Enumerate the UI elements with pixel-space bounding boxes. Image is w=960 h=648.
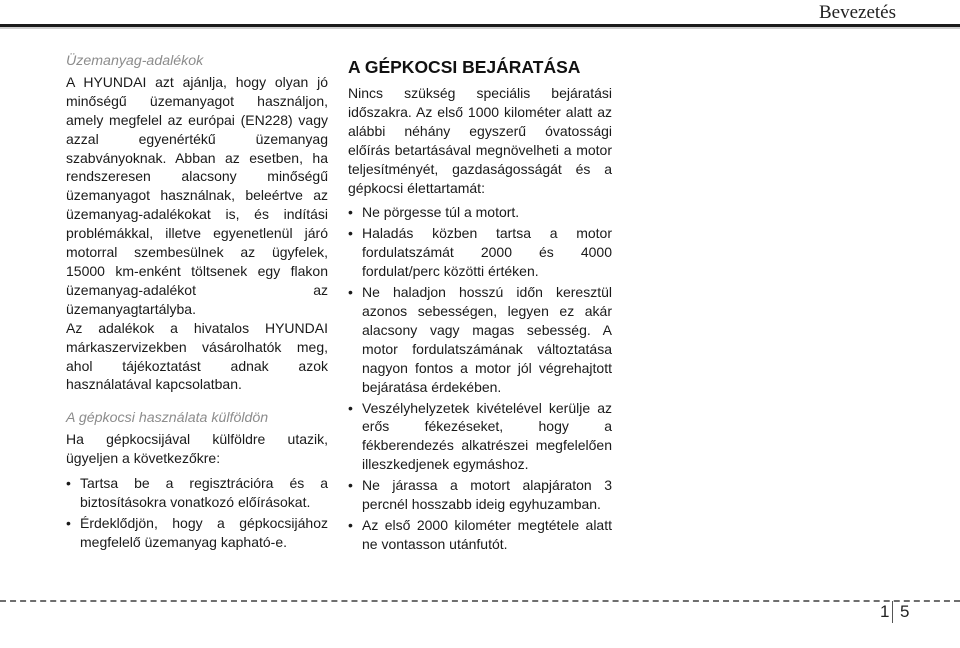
break-in-intro: Nincs szükség speciális bejáratási időszakra. Az első 1000 kilométer alatt az alábbi néhány egyszerű óvatossági előírás betartásával megnövelheti a motor teljesítményét, gazdaságosságát és a gépkocsi élettartamát: [348, 85, 612, 196]
list-item-text: Érdeklődjön, hogy a gépkocsijához megfelelő üzemanyag kapható-e. [80, 514, 328, 550]
abroad-heading: A gépkocsi használata külföldön [66, 410, 269, 427]
bullet-icon: • [66, 475, 71, 492]
page-number: 5 [900, 602, 910, 621]
left-column [66, 52, 328, 554]
list-item [348, 516, 612, 554]
list-item [348, 203, 612, 222]
chapter-title: Bevezetés [818, 2, 896, 23]
list-item [348, 476, 612, 514]
bullet-icon: • [348, 284, 353, 301]
list-item-text: Veszélyhelyzetek kivételével kerülje az erős fékezéseket, hogy a fékberendezés alkatrészei megfelelően illeszkedjenek egymáshoz. [362, 399, 612, 473]
bullet-icon: • [348, 399, 353, 416]
section-spacer [66, 394, 328, 409]
fuel-additives-paragraph: Az adalékok a hivatalos HYUNDAI márkaszervizekben vásárolhatók meg, ahol tájékoztatást adnak azok használatával kapcsolatban. [66, 319, 328, 393]
bullet-icon: • [348, 516, 353, 533]
list-item [348, 224, 612, 281]
bullet-icon: • [348, 225, 353, 242]
header-rule-shadow [0, 27, 960, 29]
bullet-icon: • [348, 204, 353, 221]
list-item-text: Ne járassa a motort alapjáraton 3 percnél hosszabb ideig egyhuzamban. [362, 477, 612, 513]
list-item-text: Az első 2000 kilométer megtétele alatt ne vontasson utánfutót. [362, 516, 612, 552]
right-column [348, 52, 612, 556]
list-item [348, 399, 612, 475]
break-in-list [348, 203, 612, 553]
page-header [0, 0, 960, 26]
bullet-icon: • [348, 477, 353, 494]
chapter-number: 1 [880, 602, 890, 621]
abroad-list [66, 474, 328, 552]
fuel-additives-paragraph: A HYUNDAI azt ajánlja, hogy olyan jó minőségű üzemanyagot használjon, amely megfelel az európai (EN228) vagy azzal egyenértékű üzemanyag szabványoknak. Abban az esetben, ha rendszeresen alacsony minőségű üzemanyagot használnak, beleértve az üzemanyag-adalékokat is, és indítási problémákkal, illetve egyenetlenül járó motorral szembesülnek az ügyfelek, 15000 km-enként töltsenek egy flakon üzemanyag-adalékot az üzemanyagtartályba. [66, 73, 328, 317]
list-item [66, 514, 328, 552]
list-item [66, 474, 328, 512]
list-item-text: Tartsa be a regisztrációra és a biztosításokra vonatkozó előírásokat. [80, 475, 328, 510]
page-number-divider [892, 601, 893, 623]
list-item-text: Ne haladjon hosszú időn keresztül azonos sebességen, legyen ez akár alacsony vagy magas sebesség. A motor fordulatszámának változtatása nagyon fontos a motor jól végrehajtott bejáratása érdekében. [362, 284, 612, 395]
bullet-icon: • [66, 514, 71, 531]
list-item-text: Haladás közben tartsa a motor fordulatszámát 2000 és 4000 fordulat/perc közötti értéken. [362, 225, 612, 280]
break-in-heading: A GÉPKOCSI BEJÁRATÁSA [348, 57, 581, 77]
footer-dashed-rule [0, 600, 960, 602]
abroad-intro: Ha gépkocsijával külföldre utazik, ügyeljen a következőkre: [66, 431, 328, 467]
list-item-text: Ne pörgesse túl a motort. [362, 204, 520, 221]
fuel-additives-heading: Üzemanyag-adalékok [66, 53, 204, 69]
list-item [348, 283, 612, 396]
